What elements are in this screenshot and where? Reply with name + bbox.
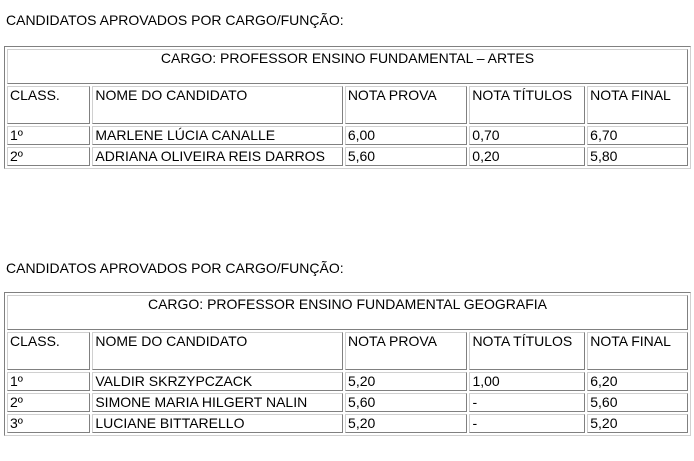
column-header-final-score: NOTA FINAL (587, 86, 688, 124)
section-heading: CANDIDATOS APROVADOS POR CARGO/FUNÇÃO: (6, 260, 344, 276)
column-header-exam-score: NOTA PROVA (345, 86, 467, 124)
cell-title-score: 1,00 (469, 372, 585, 391)
cell-class: 2º (7, 147, 90, 166)
cell-final-score: 5,80 (587, 147, 688, 166)
table-row (7, 147, 688, 166)
cell-name: LUCIANE BITTARELLO (92, 414, 343, 433)
cell-title-score: - (469, 414, 585, 433)
cargo-title: CARGO: PROFESSOR ENSINO FUNDAMENTAL GEOGRAFIA (7, 295, 688, 330)
column-header-name: NOME DO CANDIDATO (92, 332, 343, 370)
cell-class: 2º (7, 393, 90, 412)
section-heading: CANDIDATOS APROVADOS POR CARGO/FUNÇÃO: (6, 12, 344, 28)
column-header-exam-score: NOTA PROVA (345, 332, 467, 370)
cell-class: 1º (7, 126, 90, 145)
cell-final-score: 5,60 (587, 393, 688, 412)
column-header-class: CLASS. (7, 86, 90, 124)
cell-exam-score: 5,20 (345, 414, 467, 433)
cell-title-score: - (469, 393, 585, 412)
cell-name: VALDIR SKRZYPCZACK (92, 372, 343, 391)
column-header-final-score: NOTA FINAL (587, 332, 688, 370)
cell-title-score: 0,70 (469, 126, 585, 145)
cell-name: ADRIANA OLIVEIRA REIS DARROS (92, 147, 342, 166)
cargo-title: CARGO: PROFESSOR ENSINO FUNDAMENTAL – ARTES (7, 49, 688, 84)
table-row (7, 414, 688, 433)
cell-exam-score: 6,00 (345, 126, 467, 145)
cell-class: 1º (7, 372, 90, 391)
table-row (7, 372, 688, 391)
cell-title-score: 0,20 (469, 147, 585, 166)
column-header-title-score: NOTA TÍTULOS (469, 332, 585, 370)
table-row (7, 126, 688, 145)
column-header-title-score: NOTA TÍTULOS (469, 86, 585, 124)
column-header-name: NOME DO CANDIDATO (92, 86, 342, 124)
cell-name: MARLENE LÚCIA CANALLE (92, 126, 342, 145)
results-table-artes (4, 46, 691, 169)
table-row (7, 393, 688, 412)
column-header-class: CLASS. (7, 332, 90, 370)
cell-final-score: 5,20 (587, 414, 688, 433)
cell-final-score: 6,20 (587, 372, 688, 391)
cell-final-score: 6,70 (587, 126, 688, 145)
cell-name: SIMONE MARIA HILGERT NALIN (92, 393, 343, 412)
cell-exam-score: 5,60 (345, 393, 467, 412)
cell-exam-score: 5,60 (345, 147, 467, 166)
results-table-geografia (4, 292, 691, 436)
cell-exam-score: 5,20 (345, 372, 467, 391)
cell-class: 3º (7, 414, 90, 433)
